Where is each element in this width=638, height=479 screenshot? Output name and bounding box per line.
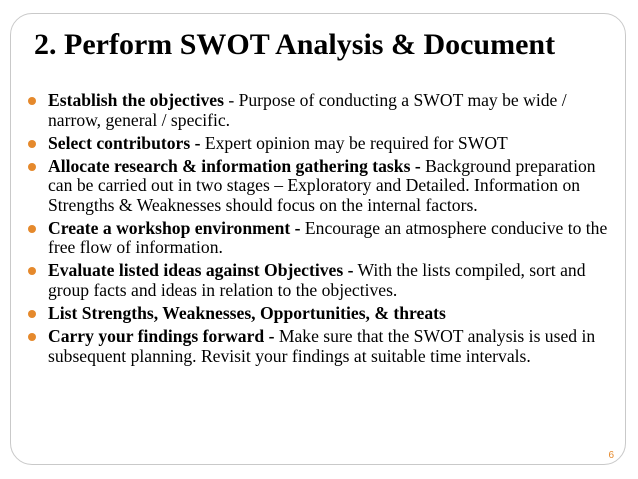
bullet-text: Expert opinion may be required for SWOT [200, 132, 508, 153]
bullet-icon [28, 310, 36, 318]
bullet-lead: List Strengths, Weaknesses, Opportunities, & threats [48, 302, 446, 323]
bullet-item-research [24, 157, 620, 216]
bullet-item-workshop [24, 219, 620, 258]
bullet-lead: Establish the objectives [48, 90, 224, 110]
slide-title: 2. Perform SWOT Analysis & Document [34, 28, 556, 61]
bullet-list [24, 91, 620, 370]
bullet-icon [28, 97, 36, 105]
bullet-text: - Purpose of conducting a SWOT may be wide / narrow, general / specific. [48, 90, 567, 130]
bullet-icon [28, 267, 36, 275]
bullet-text: With the lists compiled, sort and group facts and ideas in relation to the objectives. [48, 260, 586, 300]
bullet-icon [28, 140, 36, 148]
bullet-text: Background preparation can be carried out in two stages – Exploratory and Detailed. Information on Strengths & Weaknesses should focus on the internal factors. [48, 155, 596, 215]
bullet-lead: Evaluate listed ideas against Objectives - [48, 260, 354, 281]
bullet-lead: Select contributors - [48, 132, 201, 153]
slide-number: 6 [608, 450, 614, 461]
bullet-item-objectives [24, 91, 620, 130]
bullet-lead: Allocate research & information gathering tasks - [48, 155, 421, 176]
bullet-text: Encourage an atmosphere conducive to the free flow of information. [48, 217, 608, 258]
bullet-item-evaluate [24, 261, 620, 300]
bullet-lead: Carry your findings forward - [48, 326, 275, 347]
bullet-item-list-swot [24, 304, 620, 324]
bullet-icon [28, 225, 36, 233]
bullet-item-carry-forward [24, 327, 620, 366]
bullet-lead: Create a workshop environment - [48, 217, 301, 238]
bullet-icon [28, 163, 36, 171]
bullet-icon [28, 333, 36, 341]
bullet-item-contributors [24, 134, 620, 154]
bullet-text: Make sure that the SWOT analysis is used in subsequent planning. Revisit your findings at suitable time intervals. [48, 326, 596, 366]
